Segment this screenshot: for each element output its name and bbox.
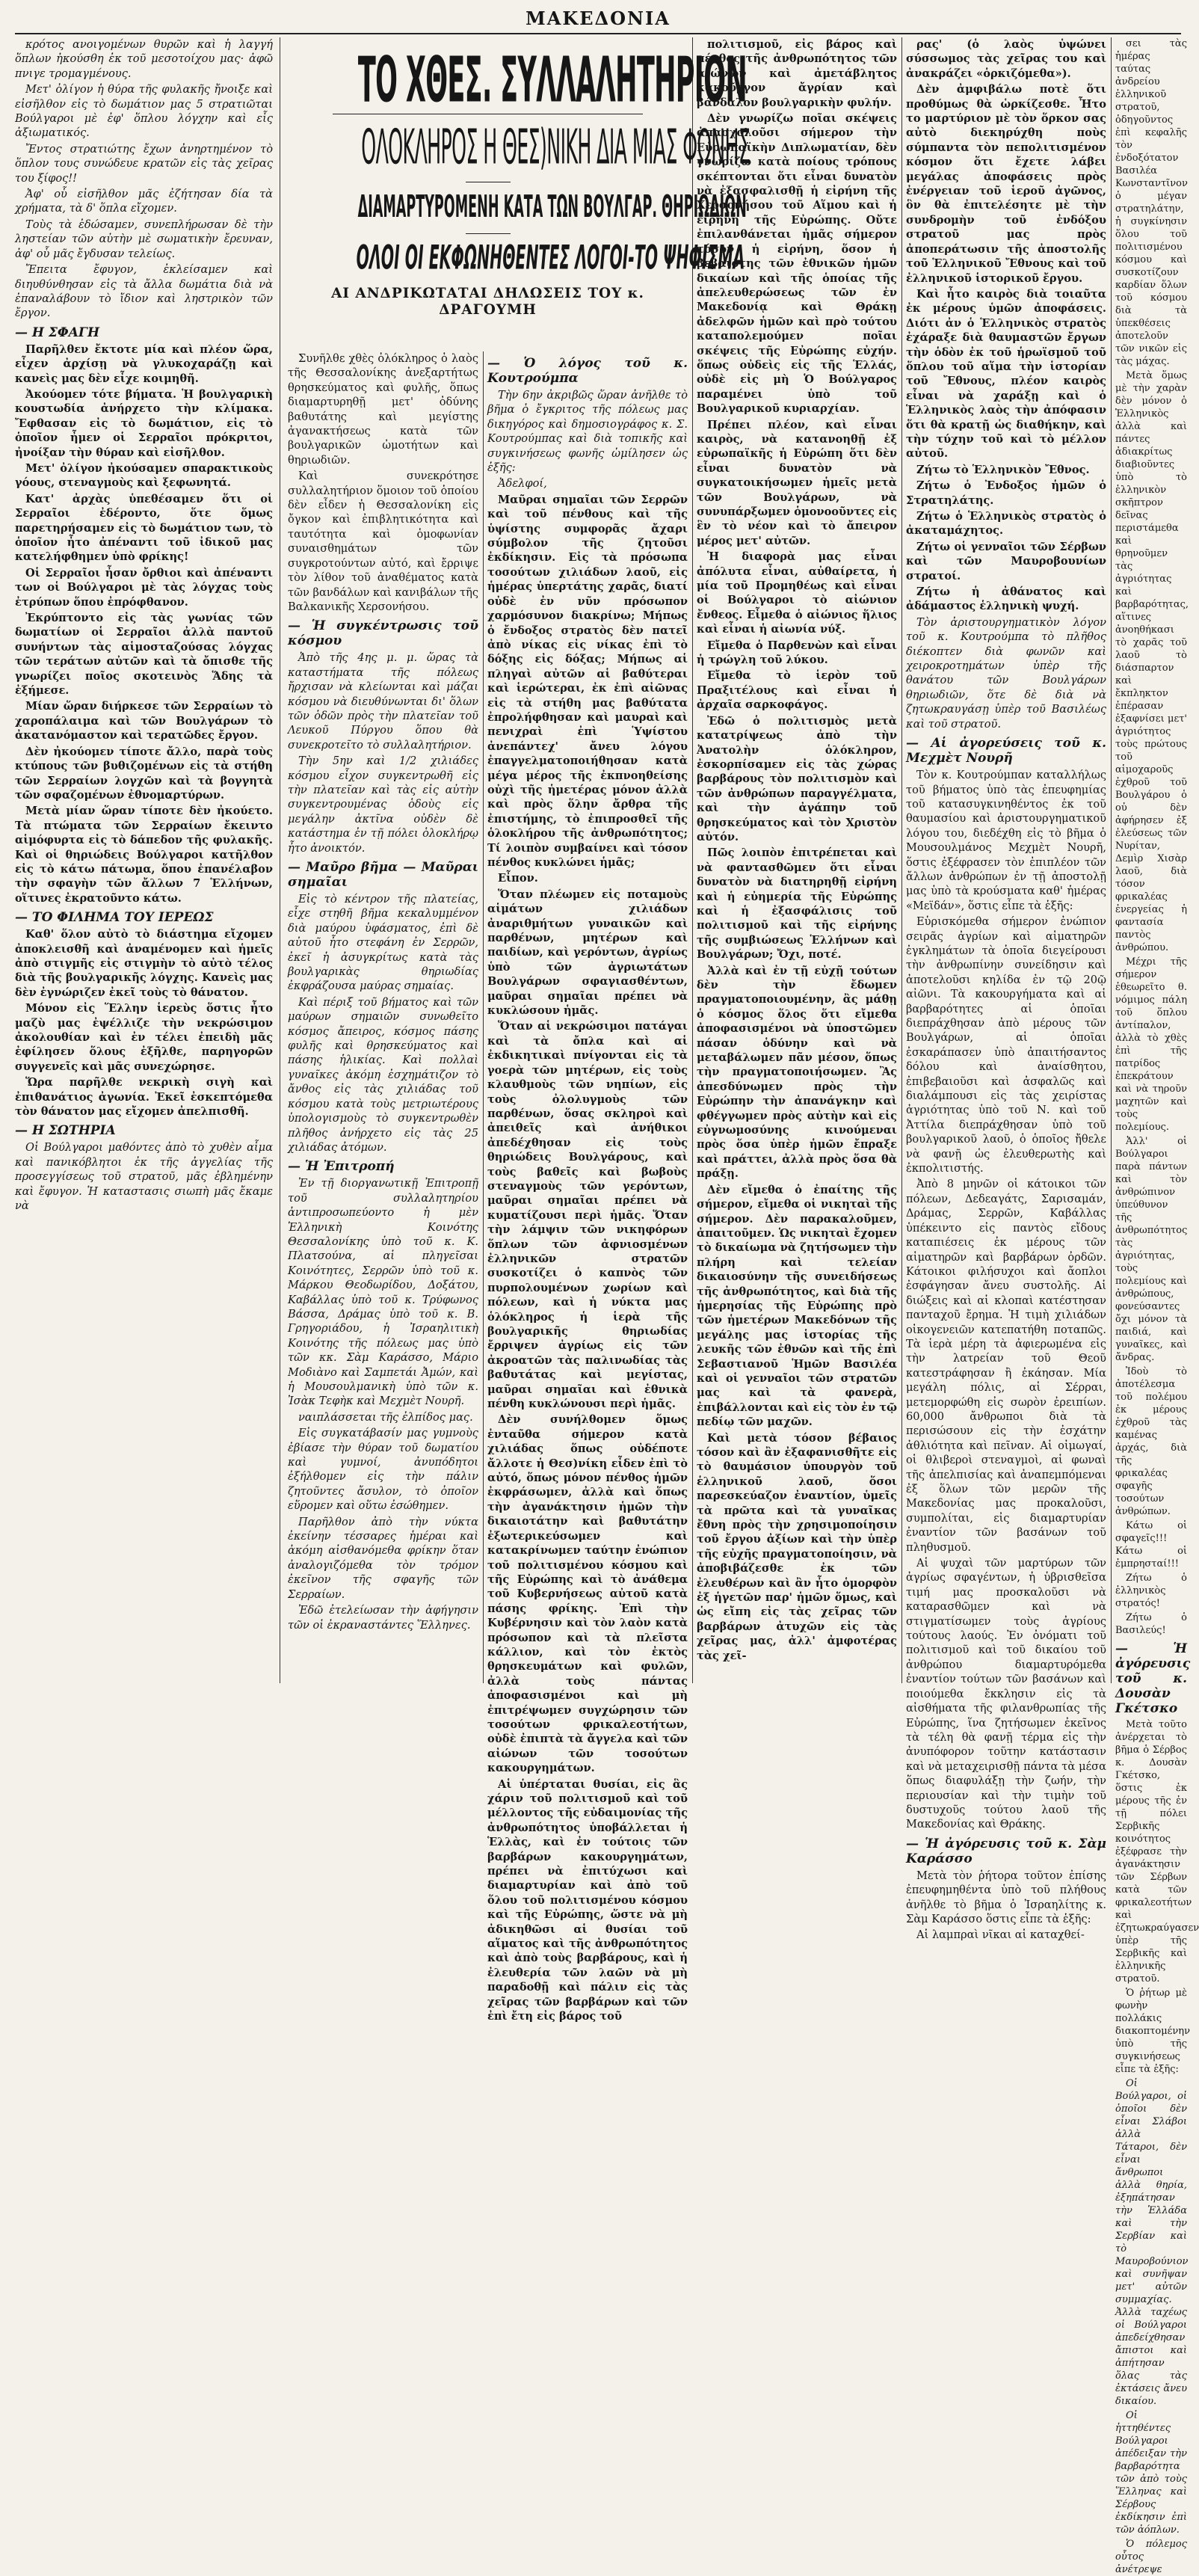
- paragraph: Κατ' ἀρχὰς ὑπεθέσαμεν ὅτι οἱ Σερραῖοι ἐδέροντο, ὅτε ὅμως παρετηρήσαμεν εἰς τὸ δωμάτιον των, τὸ ὁποῖον ἦτο ἀπέναντι τοῦ ἰδικοῦ μας κατελήφθημεν ὑπὸ φρίκης!: [15, 492, 273, 564]
- paragraph: Ἔντος στρατιώτης ἔχων ἀνηρτημένον τὸ ὅπλον τους συνώδευε κρατῶν εἰς τὰς χεῖρας του ξίφος!!: [15, 142, 273, 185]
- column-2: [288, 351, 478, 1683]
- paragraph: πολιτισμοῦ, εἰς βάρος καὶ πένθος τῆς ἀνθρωπότητος τῶν αἰώνων καὶ ἀμετάβλητος κακοῦργον ἄγρίαν καὶ βάνδαλον βουλγαρικὴν φυλήν.: [697, 38, 897, 109]
- paragraph: Ἀφ' οὗ εἰσῆλθον μᾶς ἐζήτησαν δία τὰ χρήματα, τὰ δ' ὅπλα εἴχομεν.: [15, 188, 273, 215]
- paragraph: Ζήτω ἡ ἀθάνατος καὶ ἀδάμαστος ἑλληνικὴ ψυχή.: [906, 585, 1106, 613]
- paragraph: Οἱ Βούλγαροι, οἱ ὁποῖοι δὲν εἶναι Σλάβοι ἀλλὰ Τάταροι, δὲν εἶναι ἄνθρωποι ἀλλὰ θηρία, ἐξηπάτησαν τὴν Ἑλλάδα καὶ τὴν Σερβίαν καὶ τὸ Μαυροβούνιον καὶ συνῆψαν μετ' αὐτῶν συμμαχίας. Ἀλλὰ ταχέως οἱ Βούλγαροι ἀπεδείχθησαν ἄπιστοι καὶ ἀπήτησαν ὅλας τὰς ἐκτάσεις ἄνευ δικαίου.: [1115, 2078, 1189, 2407]
- paragraph: Δὲν ἀμφιβάλω ποτὲ ὅτι προθύμως θὰ ὡρκίζεσθε. Ἦτο το μαρτύριον μὲ τὸν ὅρκον σας αὐτὸ διεκηρύχθη ποὺς σύμπαντα τὸν πεπολιτισμένον κόσμον ὅτι ἔχετε λάβει μεγάλας ἀποφάσεις πρὸς ἐνέργειαν τοῦ ἱεροῦ ἀγῶνος, ὃν θὰ ἐπιτελέσητε μὲ τὴν συνδρομὴν τοῦ ἐνδόξου στρατοῦ μας πρὸς ἀποπεράτωσιν τῆς ἀποστολῆς τοῦ Ἑλληνικοῦ Ἔθνους καὶ τοῦ ἐλληνικοῦ ἱστορικοῦ ἔργου.: [906, 83, 1106, 285]
- paragraph: Ζήτω ὁ Ἑλληνικὸς στρατὸς ὁ ἀκαταμάχητος.: [906, 510, 1106, 538]
- paragraph: Δὲν ἠκούομεν τίποτε ἄλλο, παρὰ τοὺς κτύπους τῶν βυθιζομένων εἰς τὰ στήθη τῶν Σερραίων λογχῶν καὶ τὰ βογγητὰ τῶν σφαζομένων ἐθνομαρτύρων.: [15, 745, 273, 802]
- headline-sub3: ΟΛΟΙ ΟΙ ΕΚΦΩΝΗΘΕΝΤΕΣ ΛΟΓΟΙ-ΤΟ ΨΗΦΙΣΜΑ: [356, 239, 745, 278]
- paragraph: Αἱ ὑπέρταται θυσίαι, εἰς ἃς χάριν τοῦ πολιτισμοῦ καὶ τοῦ μέλλοντος τῆς εὐδαιμονίας τῆς ἀνθρωπότητος ὑποβάλλεται ἡ Ἑλλὰς, καὶ ἐν τούτοις τῶν βαρβάρων κακουργημάτων, πρέπει νὰ ἐπιτύχωσι καὶ διαμαρτυρίαν καὶ ἀπὸ τοῦ ὅλου τοῦ πολιτισμένου κόσμου καὶ τῆς Εὐρώπης, ὥστε νὰ μὴ ἀδικηθῶσι αἱ θυσίαι τοῦ αἵματος καὶ τῆς ἀνθρωπότητος καὶ ἀπὸ τοὺς βαρβάρους, καὶ ἡ ἐλευθερία τῶν λαῶν νὰ μὴ παραδοθῇ καὶ πάλιν εἰς τὰς χεῖρας τῶν βαρβάρων καὶ τῶν ἐπὶ ἔτη εἰς βάρος τοῦ: [487, 1777, 688, 2023]
- column-5: [906, 37, 1106, 1942]
- paragraph: Εἰς συγκατάβασίν μας γυμνοὺς ἐβίασε τὴν θύραν τοῦ δωματίου καὶ γυμνοί, ἀνυπόδητοι ἐξήλθομεν εἰς τὴν πάλιν ζητοῦντες ἄσυλον, τὸ ὁποῖον εὕρομεν καὶ οὕτω ἐσώθημεν.: [288, 1427, 478, 1513]
- paragraph: Ἀπὸ τῆς 4ης μ. μ. ὥρας τὰ καταστήματα τῆς πόλεως ἤρχισαν νὰ κλείωνται καὶ μάζαι κόσμου νὰ διευθύνωνται δι' ὅλων τῶν ὁδῶν πρὸς τὴν πλατεῖαν τοῦ Λευκοῦ Πύργου ὅπου θὰ συνεκροτεῖτο τὸ συλλαλητήριον.: [288, 651, 478, 751]
- paragraph: Ὁ πόλεμος οὗτος ἀνέτρεψε: [1115, 2539, 1187, 2575]
- paragraph: Ἀλλὰ καὶ ἐν τῇ εὐχῇ τούτων δὲν τὴν ἔδωμεν πραγματοποιουμένην, ἂς μάθῃ ὁ κόσμος ὅλος ὅτι εἴμεθα ἀποφασισμένοι νὰ ὑποστῶμεν πάσαν ὁδύνην καὶ νὰ μεταβάλωμεν πᾶν μέσον, ὅπως τὴν πραγματοποιήσωμεν. Ἂς ἀπεσδύνωμεν πρὸς τὴν Εὐρώπην τὴν ἀπανάγκην καὶ φθέγγωμεν πρὸς αὐτὴν καὶ εἰς εὐγνωμοσύνης κινούμεναι πρὸς ὅσα ὑπὲρ ἡμῶν ἔπραξε καὶ πράττει, ἀλλὰ πρὸς ὅσα θὰ πράξῃ.: [697, 964, 897, 1181]
- column-divider: [692, 37, 693, 1683]
- paragraph: Εἶπον.: [498, 872, 538, 885]
- subheading: — ΤΟ ΦΙΛΗΜΑ ΤΟΥ ΙΕΡΕΩΣ: [15, 910, 214, 926]
- column-6: [1115, 37, 1199, 2575]
- paragraph: Οἱ Βούλγαροι μαθόντες ἀπὸ τὸ χυθὲν αἷμα καὶ πανικόβλητοι ἐκ τῆς ἀγγελίας τῆς προσεγγίσεως τοῦ στρατοῦ, μᾶς ἐβλημένην καὶ ἔφυγον. Ἡ καταστασις σιωπὴ μᾶς ἔκαμε νὰ: [15, 1141, 273, 1213]
- paragraph: Ἐν τῇ διοργανωτικῇ Ἐπιτροπῇ τοῦ συλλαλητηρίου ἀντιπροσωπεύοντο ἡ μὲν Ἑλληνικὴ Κοινότης Θεσσαλονίκης ὑπὸ τοῦ κ. Κ. Πλατσούνα, αἱ πληγεῖσαι Κοινότητες, Σερρῶν ὑπὸ τοῦ κ. Μάρκου Θεοδωρίδου, Δοξάτου, Καβάλλας ὑπὸ τοῦ κ. Τρύφωνος Βάσσα, Δράμας ὑπὸ τοῦ κ. Β. Γρηγοριάδου, ἡ Ἰσραηλιτικὴ Κοινότης τῆς πόλεως μας ὑπὸ τῶν κκ. Σὰμ Καράσσο, Μάριο Μοδιὰνο καὶ Σαμπετάι Ἀμών, καὶ ἡ Μουσουλμανικὴ ὑπὸ τῶν κ. Ἰσὰκ Τεφὴκ καὶ Μεχμὲτ Νουρῆ.: [288, 1177, 478, 1408]
- subheading: — Ἡ Ἐπιτροπή: [288, 1159, 395, 1175]
- paragraph: Πῶς λοιπὸν ἐπιτρέπεται καὶ νὰ φαντασθῶμεν ὅτι εἶναι δυνατὸν νὰ διατηρηθῇ εἰρήνη καὶ ἡ εὐημερία τῆς Εὐρώπης καὶ ἡ ἐξασφάλισις τοῦ πολιτισμοῦ καὶ τῆς εἰρήνης τῆς συμβιώσεως Ἑλλήνων καὶ Βουλγάρων; Ὄχι, ποτέ.: [697, 846, 897, 962]
- paragraph: Ἀλλ' οἱ Βούλγαροι παρὰ πάντων καὶ τὸν ἀνθρώπινον ὑπεύθυνον τῆς ἀνθρωπότητος τὰς ἀγριότητας, τοὺς πολεμίους καὶ ἀνθρώπους, φονεύσαντες ὄχι μόνον τὰ παιδιά, καὶ γυναῖκες, καὶ ἄνδρας.: [1115, 1136, 1188, 1363]
- top-rule: [15, 33, 1181, 34]
- paragraph: Μαῦραι σημαῖαι τῶν Σερρῶν καὶ τοῦ πένθους καὶ τῆς ὑψίστης συμφορᾶς ἄχαρι σύμβολον τῆς ζητοῦσι ἐκδίκησιν. Εἰς τὰ πρόσωπα τοσούτων χιλιάδων λαοῦ, εἰς ἡμέρας ὑπερτάτης χαρᾶς, διατί οὐδὲ ἐν νῦν πρόσωπον χαρμόσυνον διακρίνω; Μήπως ὁ ἔνδοξος στρατὸς δὲν πατεῖ ἀπὸ νίκας εἰς νίκας ἐπὶ τὸ δόξης εἰς δόξας; Μήπως αἱ πληγαὶ αὐτῶν αἱ βαθύτεραι καὶ ἱερώτεραι, ἐκ ἐπὶ αἰῶνας εἰς τὰ στήθη μας βαθύτατα ἐπρολήφθησαν καὶ μαυραὶ καὶ πενιχραὶ ἐπὶ Ὑψίστου ἀνεπάντεχ' ἄνευ λόγου ἐπαγγελματοποιήθησαν κατὰ μέγα μέρος τῆς ἐκπνοηθείσης οὐχὶ τῆς ἡμετέρας μόνον ἀλλὰ καὶ πρὸς ὅλην ἄρθρα τῆς ἐπιστήμης, τὸ ἐπιπροσθεῖ τῆς ὁλοκλήρου τῆς ἀνθρωπότητος; Τί λοιπὸν συμβαίνει καὶ τόσον πένθος κυκλώνει ἡμᾶς;: [487, 493, 688, 869]
- paragraph: Τοὺς τὰ ἐδώσαμεν, συνεπλήρωσαν δὲ τὴν ληστείαν τῶν αὐτὴν μὲ σωματικὴν ἔρευναν, ἀφ' οὗ μᾶς ἔγδυσαν τελείως.: [15, 218, 273, 260]
- paragraph: Μετὰ ὅμως μὲ τὴν χαρὰν δὲν μόνον ὁ Ἑλληνικὸς ἀλλὰ καὶ πάντες ἀδιακρίτως διαβιοῦντες ὑπὸ τὸ ἑλληνικὸν σκῆπτρον δεῖνας περιστάμεθα καὶ θρηνοῦμεν τὰς ἀγριότητας καὶ βαρβαρότητας, αἵτινες ἀνοηθήκασι τὸ χαρᾶς τοῦ λαοῦ τὸ διάσπαρτον καὶ ἔκπληκτον ἐπέρασαν ἐξαφνίσει μετ' ἀγριότητος τοὺς πρώτους τοῦ αἱμοχαροῦς ἐχθροῦ τοῦ Βουλγάρου ὁ οὐ δὲν ἀφήρησεν ἐξ ἐλεύσεως τῶν Νυρίταν, Δεμὶρ Χισὰρ λαοῦ, διὰ τόσον φρικαλέας ἐνεργείας ἡ φαντασία παντὸς ἀνθρώπου.: [1115, 370, 1189, 953]
- paragraph: Πρέπει πλέον, καὶ εἶναι καιρὸς, νὰ κατανοηθῇ ἐξ εὐρωπαϊκῆς ἡ Εὐρώπη ὅτι δὲν εἶναι δυνατὸν νὰ συγκατοικήσωμεν ἡμεῖς μετὰ τῶν Βουλγάρων, νὰ συνυπάρξωμεν ὁμονοοῦντες εἰς ἓν τὸ νέον καὶ τὸ ἄπειρον μέρος μετ' αὐτῶν.: [697, 418, 897, 547]
- masthead: ΜΑΚΕΔΟΝΙΑ: [525, 7, 671, 29]
- paragraph: Ζήτω τὸ Ἑλληνικὸν Ἔθνος.: [916, 463, 1090, 476]
- paragraph: Μετ' ὀλίγον ἠκούσαμεν σπαρακτικοὺς γόους, στεναγμοὺς καὶ ξεφωνητά.: [15, 461, 273, 490]
- paragraph: Ἐκρύπτοντο εἰς τὰς γωνίας τῶν δωματίων οἱ Σερραῖοι ἀλλὰ παντοῦ συνήντων τὰς αἱμοσταζούσας λόγχας τῶν τεράτων αὐτῶν καὶ τὰ ὄπισθε τῆς γνωρίζει ποῖος σκοτεινὸς Ἅδης τὰ ἐξήμεσε.: [15, 612, 273, 698]
- paragraph: Ἐδῶ ὁ πολιτισμὸς μετὰ κατατρίψεως ἀπὸ τὴν Ἀνατολὴν ὁλόκληρον, ἐσκορπίσαμεν εἰς τὰς χώρας βαρβάρους τὸν πολιτισμὸν καὶ τῶν ἀνθρώπων παραγγέλματα, καὶ τὴν ἀγάπην τοῦ θρησκεύματος καὶ τὸν Χριστὸν αὐτόν.: [697, 714, 897, 843]
- paragraph: Οἱ ἡττηθέντες Βούλγαροι ἀπέδειξαν τὴν βαρβαρότητα τῶν ἀπὸ τοὺς Ἕλληνας καὶ Σέρβους ἐκδίκησιν ἐπὶ τῶν ἀόπλων.: [1115, 2410, 1187, 2536]
- paragraph: Ζήτω ὁ Ἐνδοξος ἡμῶν ὁ Στρατηλάτης.: [906, 479, 1106, 507]
- subheading: — Ἡ συγκέντρωσις τοῦ κόσμου: [288, 618, 478, 649]
- paragraph: Ζήτω οἱ γενναῖοι τῶν Σέρβων καὶ τῶν Μαυροβουνίων στρατοί.: [906, 540, 1106, 582]
- paragraph: Καὶ πέριξ τοῦ βήματος καὶ τῶν μαύρων σημαιῶν συνωθεῖτο κόσμος ἄπειρος, κόσμος πάσης φυλῆς καὶ θρησκεύματος καὶ πάσης ἡλικίας. Καὶ πολλαὶ γυναῖκες ἀκόμη ἐσχημάτιζον τὸ ἄνθος εἰς τὰς χιλιάδας τοῦ κόσμου κατὰ τοὺς μετριωτέρους ὑπολογισμοὺς τὸ συγκεντρωθὲν πλῆθος ἀνήρχετο εἰς τὰς 25 χιλιάδας ἀτόμων.: [288, 995, 478, 1154]
- headline-main: ΤΟ ΧΘΕΣ. ΣΥΛΛΑΛΗΤΗΡΙΟΝ: [357, 43, 748, 117]
- paragraph: Ὅταν αἱ νεκρώσιμοι πατάγαι καὶ τὰ ὄπλα καὶ αἱ ἐκδικητικαὶ πνίγονται εἰς τὰ γοερὰ τῶν μητέρων, εἰς τοὺς κλαυθμοὺς τῶν νηπίων, εἰς τοὺς ὀλολυγμοὺς τῶν παρθένων, ὅσας σκληροὶ καὶ ἀπειθεῖς καὶ ἀνήθικοι ἀπεδέχθησαν εἰς τοὺς θηριώδεις Βουλγάρους, καὶ τοὺς βαθεῖς καὶ βωβοὺς στεναγμοὺς τῶν γερόντων, μαῦραι σημαῖαι πρέπει νὰ κυματίζουσι περὶ ἡμᾶς. Ὅταν τὴν λάμψιν τῶν νικηφόρων ὅπλων τῶν ἀφνιοσμένων ἐλληνικῶν στρατῶν συσκοτίζει ὁ καπνὸς τῶν πυρπολουμένων χωρίων καὶ πόλεων, καὶ ἡ νύκτα μας ὁλόκληρος ἡ ἱερὰ τῆς βουλγαρικῆς θηριωδίας ἔρριψεν ἀγρίως εἰς τῶν ἀκροατῶν τὰς παλινωδίας τὰς βαθυτάτας καὶ μεγίστας, μαῦραι σημαῖαι καὶ ἐθνικὰ πένθη κυκλώνουσι περὶ ἡμᾶς.: [487, 1020, 688, 1411]
- column-divider: [1111, 37, 1112, 1683]
- paragraph: Ὁ ῥήτωρ μὲ φωνὴν πολλάκις διακοπτομένην ὑπὸ τῆς συγκινήσεως εἶπε τὰ ἑξῆς:: [1115, 1988, 1190, 2075]
- paragraph: Τὴν 6ην ἀκριβῶς ὥραν ἀνῆλθε τὸ βῆμα ὁ ἔγκριτος τῆς πόλεως μας δικηγόρος καὶ δημοσιογράφος κ. Σ. Κουτρούμπας καὶ διὰ τοπικῆς καὶ συγκινήσεως φωνῆς ὡμίλησεν ὡς ἑξῆς:: [487, 389, 688, 475]
- paragraph: Ἀκούομεν τότε βήματα. Ἡ βουλγαρικὴ κουστωδία ἀνήρχετο τὴν κλίμακα. Ἔφθασαν εἰς τὸ δωμάτιον, εἰς τὸ ὁποῖον ἦμεν οἱ Σερραῖοι πρόκριτοι, ἠνοίξαν τὴν θύραν καὶ εἰσῆλθον.: [15, 387, 273, 459]
- subheading: — Η ΣΩΤΗΡΙΑ: [15, 1123, 116, 1139]
- paragraph: Εἴμεθα τὸ ἱερὸν τοῦ Πραξιτέλους καὶ εἶναι ἡ ἀρχαῖα σαρκοφάγος.: [697, 669, 897, 712]
- paragraph: Καὶ μετὰ τόσον βέβαιος τόσον καὶ ἂν ἐξαφανισθῆτε εἰς τὸ θαυμάσιον ὑπουργὸν τοῦ ἑλληνικοῦ λαοῦ, ὅσοι παρεσκεύαζον ἐναντίον, ὑμεῖς τὰ πρῶτα καὶ τὰ γυναῖκας ἔθνη πρὸς τὴν χρησιμοποίησιν τοῦ ἔργου ἀξίων καὶ τὴν ὑπὲρ τῆς εὐχῆς πραγματοποίησιν, νὰ ἀποβιβάζεσθε ἐκ τῶν ἐλευθέρων καὶ ἂν ἦτο ὁμορφὸν ἐξ ἡγετῶν παρ' ἡμῶν ὅμως, καὶ ὡς εἴπη εἰς τὰς χεῖρας τῶν βαρβάρων ἀτυχῶν εἰς τὰς χεῖρας μας, ἀλλ' ἀμφοτέρας τὰς χεῖ-: [697, 1431, 897, 1662]
- headline-sub4: ΑΙ ΑΝΔΡΙΚΩΤΑΤΑΙ ΔΗΛΩΣΕΙΣ ΤΟΥ κ. ΔΡΑΓΟΥΜΗ: [331, 285, 644, 318]
- paragraph: Αἱ λαμπραὶ νῖκαι αἱ καταχθεί-: [916, 1928, 1085, 1942]
- headline-sub2: ΔΙΑΜΑΡΤΥΡΟΜΕΝΗ ΚΑΤΑ ΤΩΝ ΒΟΥΛΓΑΡ. ΘΗΡΙΩΔΙΩΝ: [357, 190, 747, 225]
- paragraph: Τὸν ἀριστουργηματικὸν λόγον τοῦ κ. Κουτρούμπα τὸ πλῆθος διέκοπτεν διὰ φωνῶν καὶ χειροκροτημάτων ὑπὲρ τῆς θανάτου τῶν Βουλγάρων θηριωδιῶν, ὅτε δὲ διὰ νὰ ζητωκραυγάσῃ ὑπὲρ τοῦ Βασιλέως καὶ τοῦ στρατοῦ.: [906, 615, 1106, 731]
- paragraph: Δὲν γνωρίζω ποῖαι σκέψεις ἀπασχολοῦσι σήμερον τὴν Εὐρωπαϊκὴν Διπλωματίαν, δὲν γνωρίζω κατὰ ποίους τρόπους σκέπτονται ὅτι εἶναι δυνατὸν νὰ ἐξασφαλισθῇ ἡ εἰρήνη τῆς Χερσονήσου τοῦ Αἵμου καὶ ἡ εἰρήνη τῆς Εὐρώπης. Οὔτε ἐπιλανθάνεται ἡμᾶς σήμερον τόσον ἡ εἰρήνη, ὅσον ἡ βεβαιότης τῶν ἐθνικῶν ἡμῶν δικαίων καὶ τῆς ὁποίας τῆς ἀπελευθερώσεως τῶν ἐν Μακεδονίᾳ καὶ Θράκῃ ἀδελφῶν ἡμῶν καὶ πρὸ τούτου καταπολεμούμεν ποῖαι σκέψεις τῆς Εὐρώπης εὐχήν. ὅπως οὐδεὶς εἰς τῆς Ἑλλάς, οὐδὲ εἰς μὴ Ὁ Βούλγαρος παραμένει ὑπὸ τοῦ Βουλγαρικοῦ κυριαρχίαν.: [697, 112, 897, 416]
- paragraph: ρας' (ὁ λαὸς ὑψώνει σύσσωμος τὰς χεῖρας του καὶ ἀνακράζει «ὁρκιζόμεθα»).: [906, 38, 1106, 80]
- subheading: — Ἡ ἀγόρευσις τοῦ κ. Σὰμ Καράσσο: [906, 1836, 1106, 1866]
- paragraph: Συνῆλθε χθὲς ὁλόκληρος ὁ λαὸς τῆς Θεσσαλονίκης ἀνεξαρτήτως θρησκεύματος καὶ φυλῆς, ὅπως διαμαρτυρηθῇ μετ' ὀδύνης βαθυτάτης καὶ μεγίστης ἀγανακτήσεως κατὰ τῶν βουλγαρικῶν ὠμοτήτων καὶ θηριωδιῶν.: [288, 352, 478, 467]
- column-3: [487, 351, 688, 2023]
- subheading: — Η ΣΦΑΓΗ: [15, 325, 100, 340]
- paragraph: Μετ' ὀλίγον ἡ θύρα τῆς φυλακῆς ἤνοιξε καὶ εἰσῆλθον εἰς τὸ δωμάτιον μας 5 στρατιῶται Βούλγαροι μὲ ἐφ' ὅπλου λόγχην καὶ εἷς ἀξιωματικός.: [15, 83, 273, 140]
- paragraph: Ὥρα παρῆλθε νεκρικὴ σιγὴ καὶ ἐπιθανάτιος ἀγωνία. Ἐκεῖ ἐσκεπτόμεθα τὸν θάνατον μας εἴχομεν ἀπελπισθῆ.: [15, 1076, 273, 1119]
- paragraph: Καὶ ἦτο καιρὸς διὰ τοιαῦτα ἐκ μέρους ὑμῶν ἀποφάσεις. Διότι ἀν ὁ Ἑλληνικὸς στρατὸς ἐχάραξε διὰ θαυμαστῶν ἔργων τὴν ὁδὸν ἐκ τοῦ ἡρωϊσμοῦ τοῦ ὅπλου τοῦ αἵμα τὴν ἱστορίαν τοῦ Ἔθνους, πλέον καιρὸς εἶναι νὰ χαράξῃ καὶ ὁ Ἑλληνικὸς λαὸς τὴν ἀπόφασιν ὅτι θὰ κρατῇ ὡς διαθήκην, καὶ τὴν τύχην τοῦ καὶ τὸ μέλλον αὐτοῦ.: [906, 287, 1106, 461]
- paragraph: Δὲν συνήλθομεν ὅμως ἐνταῦθα σήμερον κατὰ χιλιάδας ὅπως οὐδέποτε ἄλλοτε ἡ Θεσ)νίκη εἶδεν ἐπὶ τὸ αὐτό, ὅπως μόνον πένθος ἡμῶν ἐκφράσωμεν, ἀλλὰ καὶ ὅπως τὴν ἀγανάκτησιν ἡμῶν τὴν δικαιοτάτην καὶ βαθυτάτην ἐξωτερικεύσωμεν καὶ κατακρίνωμεν ταύτην ἐνώπιον τοῦ πολιτισμένου κόσμου καὶ τῆς Εὐρώπης καὶ τὸ ἀνάθεμα τοῦ Κυβερνήσεως αὐτοῦ κατὰ πάσης φρίκης. Ἐπὶ τὴν Κυβέρνησιν καὶ τὸν λαὸν κατὰ πρόσωπον καὶ τὰ πλεῖστα κάλλιον, καὶ τὸν ἐκτὸς θρησκευμάτων καὶ φυλῶν, ἀλλὰ τοὺς πάντας ἀποφασισμένοι καὶ μὴ ἐπιτρέψωμεν συγχώρησιν τῶν τοσούτων φρικαλεοτήτων, οὐδὲ ἐπιπτὰ τὰ ἄγγελα καὶ τῶν αἰώνων τῶν τοσούτων κακουργημάτων.: [487, 1413, 688, 1775]
- headline-sub1: ΟΛΟΚΛΗΡΟΣ Η ΘΕΣ)ΝΙΚΗ ΔΙΑ ΜΙΑΣ ΦΩΝΗΣ: [361, 120, 750, 176]
- paragraph: Εἴμεθα ὁ Παρθενὼν καὶ εἶναι ἡ τρώγλη τοῦ λύκου.: [697, 639, 897, 667]
- paragraph: Ἡ διαφορὰ μας εἶναι ἀπόλυτα εἶναι, αὐθαίρετα, ἡ μία τοῦ Προμηθέως καὶ εἶναι οἱ Βούλγαροι τὸ αἰώνιον ἔνθεος. Εἶμεθα ὁ αἰώνιος ἥλιος καὶ εἶναι ἡ αἰωνία νύξ.: [697, 550, 897, 636]
- paragraph: Ὅταν πλέωμεν εἰς ποταμοὺς αἱμάτων χιλιάδων ἀναριθμήτων γυναικῶν καὶ παρθένων, μητέρων καὶ παιδίων, καὶ γερόντων, ἀγρίως ὑπὸ τῶν ἀγριωτάτων Βουλγάρων σφαγιασθέντων, μαῦραι σημαῖαι πρέπει νὰ κυκλώσουν ἡμᾶς.: [487, 888, 688, 1018]
- subheading: — Μαῦρο βῆμα — Μαῦραι σημαῖαι: [288, 860, 478, 890]
- paragraph: Κάτω οἱ σφαγεῖς!!! Κάτω οἱ ἐμπρησταί!!!: [1115, 1520, 1187, 1570]
- paragraph: Καθ' ὅλον αὐτὸ τὸ διάστημα εἴχομεν ἀποκλεισθῆ καὶ ἀναμένομεν καὶ ἡμεῖς ἀπὸ στιγμῆς εἰς στιγμὴν τὸ αὐτὸ τέλος διὰ τῆς βουλγαρικῆς λόγχης. Κανεὶς μας δὲν ἐγνώριζεν ἐκεῖ τοὺς τὸ θάνατον.: [15, 928, 273, 999]
- headline-block: [288, 37, 750, 318]
- paragraph: Ἐδῶ ἐτελείωσαν τὴν ἀφήγησιν τῶν οἱ ἐκραναστάντες Ἕλληνες.: [288, 1604, 478, 1632]
- paragraph: Μίαν ὥραν διήρκεσε τῶν Σερραίων τὸ χαροπάλαιμα καὶ τῶν Βουλγάρων τὸ ἀκατανόμαστον καὶ τερατῶδες ἔργον.: [15, 700, 273, 743]
- column-divider: [483, 351, 484, 1683]
- paragraph: Ἰδοὺ τὸ ἀποτέλεσμα τοῦ πολέμου ἐκ μέρους ἐχθροῦ τὰς καμένας ἀρχάς, διὰ τῆς φρικαλέας σφαγῆς τοσούτων ἀνθρώπων.: [1115, 1366, 1187, 1517]
- paragraph: Τὴν 5ην καὶ 1/2 χιλιάδες κόσμου εἶχον συγκεντρωθῆ εἰς τὴν πλατεῖαν καὶ τὰς εἰς αὐτὴν συγκεντρουμένας ὁδοὺς εἰς μεγάλην ἀκτῖνα οὐδὲν δὲ κατάστημα ἐν τῇ πόλει ὁλοκλήρῳ ἦτο ἀνοικτόν.: [288, 754, 478, 855]
- paragraph: Μετὰ τὸν ῥήτορα τοῦτον ἐπίσης ἐπευφημηθέντα ὑπὸ τοῦ πλήθους ἀνῆλθε τὸ βῆμα ὁ Ἰσραηλίτης κ. Σὰμ Καράσσο ὅστις εἶπε τὰ ἑξῆς:: [906, 1869, 1106, 1925]
- paragraph: Δὲν εἴμεθα ὁ ἐπαίτης τῆς σήμερον, εἴμεθα οἱ νικηταὶ τῆς σήμερον. Δὲν παρακαλοῦμεν, ἀπαιτοῦμεν. Ὡς νικηταὶ ἔχομεν τὸ δικαίωμα νὰ ζητήσωμεν τὴν πλήρη καὶ τελείαν δικαιοσύνην τῆς συνειδήσεως τῆς ἀνθρωπότητος, καὶ διὰ τῆς ἡμερησίας τῆς Εὐρώπης πρὸ τῶν ἡμετέρων Μακεδόνων τῆς μεγάλης μας ἱστορίας τῆς λευκῆς τῶν ἐθνῶν καὶ τῆς ἐπὶ Σεβαστιανοῦ Ἡμῶν Βασιλέα καὶ οἱ γενναῖοι τῶν στρατῶν μας καὶ τὰ φανερὰ, ἐπιβάλλονται καὶ εἰς τὸν ἐν τῷ πεδίῳ τῶν μαχῶν.: [697, 1183, 897, 1429]
- subheading: — Ὁ λόγος τοῦ κ. Κουτρούμπα: [487, 356, 688, 386]
- paragraph: κρότος ανοιγομένων θυρῶν καὶ ἡ λαγγή ὅπλων ἠκούσθη ἐκ τοῦ μεσοτοίχου μας· ἀφῶ πνιγε τρομαγμένους.: [15, 38, 273, 80]
- paragraph: Παρῆλθεν ἔκτοτε μία καὶ πλέον ὥρα, εἶχεν ἀρχίσῃ νὰ γλυκοχαράζῃ καὶ κανεὶς μας δὲν εἶχε κοιμηθῆ.: [15, 342, 273, 385]
- paragraph: Μετὰ τοῦτο ἀνέρχεται τὸ βῆμα ὁ Σέρβος κ. Δουσὰν Γκέτσκο, ὅστις ἐκ μέρους τῆς ἐν τῇ πόλει Σερβικῆς κοινότητος ἐξέφρασε τὴν ἀγανάκτησιν τῶν Σέρβων κατὰ τῶν φρικαλεοτήτων καὶ ἐζητωκραύγασεν ὑπὲρ τῆς Σερβικῆς καὶ ἑλληνικῆς στρατοῦ.: [1115, 1719, 1199, 1985]
- column-divider: [901, 37, 902, 1683]
- paragraph: Ζήτω ὁ Βασιλεύς!: [1115, 1612, 1187, 1636]
- paragraph: Καὶ συνεκρότησε συλλαλητήριον ὅμοιον τοῦ ὁποίου δὲν εἶδεν ἡ Θεσσαλονίκη εἰς ὄγκον καὶ ἐπιβλητικότητα καὶ ταυτότητα καὶ ὁμοφωνίαν συναισθημάτων τῶν συγκροτούντων αὐτό, καὶ ἔρριψε τὸν λίθον τοῦ ἀναθέματος κατὰ τῶν βανδάλων καὶ κανιβάλων τῆς Βαλκανικῆς Χερσονήσου.: [288, 470, 478, 613]
- paragraph: Μετὰ μίαν ὥραν τίποτε δὲν ἠκούετο. Τὰ πτώματα τῶν Σερραίων ἔκειντο αἱμόφυρτα εἰς τὸ δάπεδον τῆς φυλακῆς. Καὶ οἱ θηριώδεις Βούλγαροι κατῆλθον εἰς τὸ κάτω πάτωμα, ὅπου ἐπανέλαβον τὴν σφαγὴν τῶν ἄλλων 7 Ἑλλήνων, οἵτινες ἐκρατοῦντο κάτω.: [15, 805, 273, 905]
- column-4: [697, 37, 897, 1683]
- paragraph: Εὑρισκόμεθα σήμερον ἐνώπιον σειρᾶς ἀγρίων καὶ αἱματηρῶν ἐγκλημάτων τὰ ὁποῖα διεγείρουσι τὴν ἀνθρωπίνην συνείδησιν καὶ ἀποτελοῦσι κηλίδα ἐν τῷ 20ῷ αἰῶνι. Τὰ κακουργήματα καὶ αἱ βαρβαρότητες αἱ ὁποῖαι διεπράχθησαν ἀπὸ μέρους τῶν Βουλγάρων, αἱ ὁποῖαι ἐσκαράπασεν ὑπὸ ἀπαιτήσαντος δόλου καὶ ἀναίσθητου, ἐπιβεβαιοῦσι καὶ ἀσφαλῶς καὶ διαλάμπουσι εἰς τὰς χειρίστας ἀγριότητας ὑπὸ τοῦ Ν. καὶ τοῦ Ἀττίλα διεπράχθησαν ὑπὸ τοῦ βουλγαρικοῦ λαοῦ, ὁ ὁποῖος ἤθελε νὰ φανῇ ὡς ἐλευθερωτὴς καὶ ἐκπολιτιστής.: [906, 915, 1106, 1175]
- paragraph: Ἀδελφοί,: [498, 477, 547, 491]
- paragraph: Τὸν κ. Κουτρούμπαν καταλλήλως τοῦ βήματος ὑπὸ τὰς ἐπευφημίας τοῦ κατασυγκινηθέντος ἐκ τοῦ θαυμασίου καὶ ἀριστουργηματικοῦ λόγου του, διεδέχθη εἰς τὸ βῆμα ὁ Μουσουλμάνος Μεχμὲτ Νουρῆ, ὅστις ἐξέφρασεν τὸν ἐπιπλέον τῶν ἄλλων ἀνθρώπων ἐν τῇ ἀποστολῇ μας ὑπὸ τὰ κρούσματα καθ' ἡμέρας «Μεϊδάν», ὅστις εἶπε τὰ ἑξῆς:: [906, 769, 1106, 912]
- paragraph: Εἰς τὸ κέντρον τῆς πλατείας, εἶχε στηθῆ βῆμα κεκαλυμμένον διὰ μαύρου ὑφάσματος, ἐπὶ δὲ αὐτοῦ ἦτο στεφάνη ἐν Σερρῶν, ἐκεῖ ἡ ἀσυγκρίτως κατὰ τὰς βουλγαρικὰς θηριωδίας ἐκφράζουσα μαύρας σημαίας.: [288, 893, 478, 993]
- subheading: — Αἱ ἀγορεύσεις τοῦ κ. Μεχμὲτ Νουρῆ: [906, 736, 1106, 766]
- paragraph: Οἱ Σερραῖοι ἦσαν ὄρθιοι καὶ ἀπέναντι των οἱ Βούλγαροι μὲ τὰς λόγχας τοὺς ἐτρύπων ὅπου ἐπρόφθανον.: [15, 566, 273, 609]
- paragraph: Μόνον εἰς Ἕλλην ἱερεὺς ὅστις ἦτο μαζὺ μας ἐψέλλιζε τὴν νεκρώσιμον ἀκολουθίαν καὶ ἐν τέλει ἐπειδὴ μᾶς ἐφίλησεν ὅλους ἐξῆλθε, παρηγορῶν συγγενεῖς καὶ μᾶς συνεχώρησε.: [15, 1002, 273, 1073]
- paragraph: ναιπλάσσεται τῆς ἐλπίδος μας.: [298, 1410, 473, 1424]
- paragraph: Παρῆλθον ἀπὸ τὴν νύκτα ἐκείνην τέσσαρες ἡμέραι καὶ ἀκόμη αἰσθανόμεθα φρίκην ὅταν ἀναλογιζόμεθα τὸν τρόμον ἐκεῖνον τῆς σφαγῆς τῶν Σερραίων.: [288, 1515, 478, 1601]
- subheading: — Ἡ ἀγόρευσις τοῦ κ. Δουσὰν Γκέτσκο: [1115, 1641, 1191, 1716]
- paragraph: Ἔπειτα ἔφυγον, ἐκλείσαμεν καὶ διηυθύνθησαν εἰς τὰ ἄλλα δωμάτια διὰ νὰ ἐπαναλάβουν τὸ ἴδιον καὶ ληστρικὸν τῶν ἔργον.: [15, 263, 273, 320]
- paragraph: σει τὰς ἡμέρας ταύτας ἀνδρείου ἑλληνικοῦ στρατοῦ, ὁδηγοῦντος ἐπὶ κεφαλῆς τὸν ἐνδοξότατον Βασιλέα Κωνσταντῖνον ὁ μέγαν στρατηλάτην, ἡ συγκίνησιν ὅλου τοῦ πολιτισμένου κόσμου καὶ συσκοτίζουν καρδίαν ὅλων τοῦ κόσμου διὰ τὰ ὑπεκθέσεις ἀποτελοῦν τῶν νικῶν εἰς τὰς μάχας.: [1115, 38, 1188, 367]
- paragraph: Ζήτω ὁ ἑλληνικὸς στρατός!: [1115, 1573, 1187, 1609]
- paragraph: Μέχρι τῆς σήμερον ἐθεωρεῖτο θ. νόμιμος πάλη τοῦ ὅπλου ἀντίπαλον, ἀλλὰ τὸ χθὲς ἐπὶ τῆς πατρίδος ἐπεκράτουν καὶ νὰ τηροῦν μαχητῶν καὶ τοὺς πολεμίους.: [1115, 956, 1187, 1133]
- column-1: [15, 37, 273, 1683]
- paragraph: Αἱ ψυχαὶ τῶν μαρτύρων τῶν ἀγρίως σφαγέντων, ἡ ὑβρισθεῖσα τιμή μας προσκαλοῦσι νὰ καταρασθῶμεν καὶ νὰ στιγματίσωμεν τοὺς ἀγρίους τούτους λαούς. Ἐν ὀνόματι τοῦ πολιτισμοῦ καὶ τοῦ δικαίου τοῦ ἀνθρώπου διαμαρτυρόμεθα ἐναντίον τούτων τῶν βασάνων καὶ ποιούμεθα ἔκκλησιν εἰς τὰ αἰσθήματα τῆς φιλανθρωπίας τῆς Εὐρώπης, ἵνα ζητήσωμεν ἐκεῖνος τὰ τέλη θὰ φανῇ τέρμα εἰς τὴν ἀνυπόφορον τοῦτην κατάστασιν καὶ νὰ μεταχειρισθῇ πάντα τὰ μέσα ὅπως διαφυλάξῃ τὴν ζωήν, τὴν περιουσίαν καὶ τὴν τιμὴν τοῦ δυστυχοῦς τούτου λαοῦ τῆς Μακεδονίας καὶ Θράκης.: [906, 1557, 1106, 1831]
- paragraph: Ἀπὸ 8 μηνῶν οἱ κάτοικοι τῶν πόλεων, Δεδεαγάτς, Σαρισαμάν, Δράμας, Σερρῶν, Καβάλλας ὑπέκειντο εἰς παντὸς εἴδους καταπιέσεις ἐκ μέρους τῶν αἱματηρῶν καὶ βαρβάρων ὀρδῶν. Κάτοικοι φιλήσυχοι καὶ ἄοπλοι ἐσφάγησαν ἄνευ συστολῆς. Αἱ διώξεις καὶ αἱ κλοπαὶ κατέστησαν πανταχοῦ ἔρημα. Ἡ τιμὴ χιλιάδων οἰκογενειῶν κατεπατήθη ποταπῶς. Τὰ ἱερὰ μέρη τὰ ἀφιερωμένα εἰς τὴν λατρείαν τοῦ Θεοῦ κατεστράφησαν ἢ ἐκάησαν. Μία μεγάλη πόλις, αἱ Σέρραι, μετεμορφώθη εἰς σωρὸν ἐρειπίων. 60,000 ἄνθρωποι διὰ τὰ περισώσουν εἰς τὴν ἐσχάτην ἀθλιότητα καὶ πεῖναν. Αἱ οἰμωγαί, οἱ θλιβεροὶ στεναγμοὶ, αἱ φωναὶ τῆς ἀπελπισίας καὶ ἀναπεμπόμεναι ἐξ ὅλων τῶν μερῶν τῆς Μακεδονίας μας προκαλοῦσι, συμπολίται, εἰς διαμαρτυρίαν ἐναντίον τῶν βασάνων τοῦ πληθυσμοῦ.: [906, 1178, 1106, 1554]
